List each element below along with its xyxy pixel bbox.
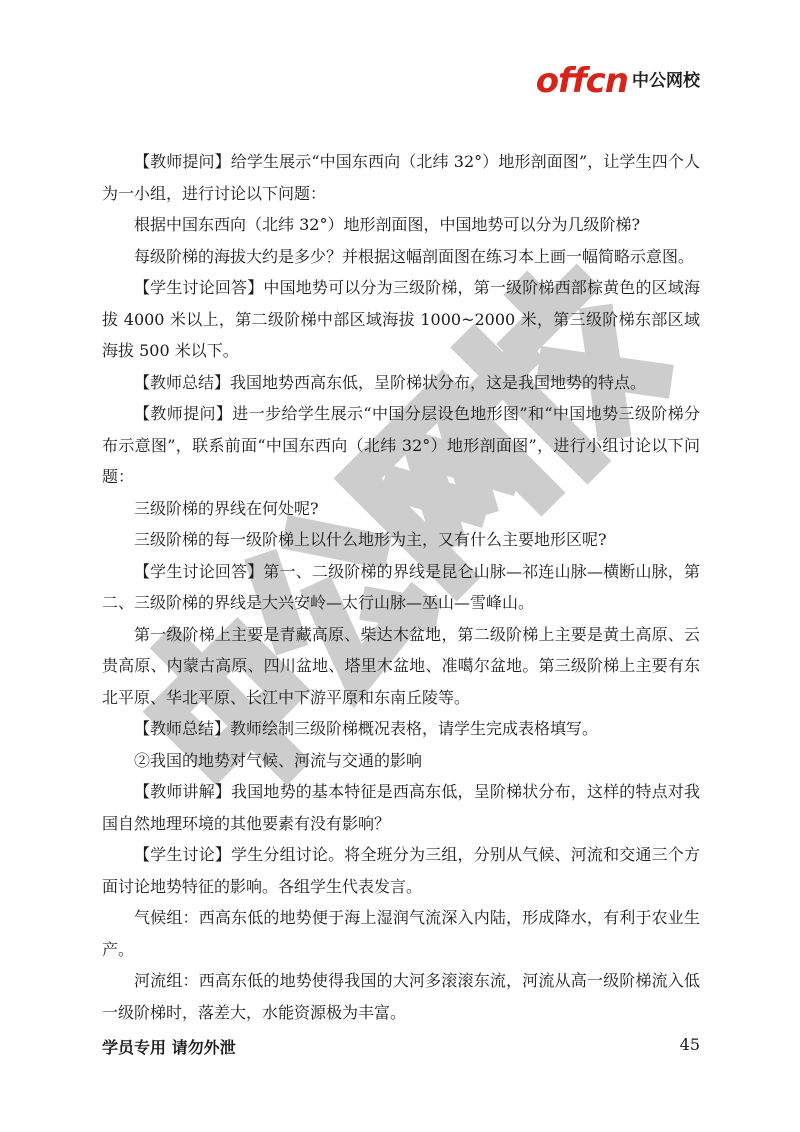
logo-offcn-text: offcn <box>535 61 628 101</box>
paragraph: 【教师讲解】我国地势的基本特征是西高东低，呈阶梯状分布，这样的特点对我国自然地理环境的其他要素有没有影响？ <box>102 782 700 833</box>
paragraph: 【学生讨论】学生分组讨论。将全班分为三组，分别从气候、河流和交通三个方面讨论地势特征的影响。各组学生代表发言。 <box>102 845 700 896</box>
paragraph: 每级阶梯的海拔大约是多少？并根据这幅剖面图在练习本上画一幅简略示意图。 <box>134 246 695 266</box>
offcn-logo <box>535 61 700 101</box>
page-number: 45 <box>679 1035 700 1054</box>
paragraph: 第一级阶梯上主要是青藏高原、柴达木盆地，第二级阶梯上主要是黄土高原、云贵高原、内蒙古高原、四川盆地、塔里木盆地、准噶尔盆地。第三级阶梯上主要有东北平原、华北平原、长江中下游平原和东南丘陵等。 <box>102 624 700 707</box>
paragraph: 三级阶梯的每一级阶梯上以什么地形为主，又有什么主要地形区呢? <box>134 530 607 549</box>
paragraph: 【学生讨论回答】中国地势可以分为三级阶梯，第一级阶梯西部棕黄色的区域海拔 4000 米以上，第二级阶梯中部区域海拔 1000~2000 米，第三级阶梯东部区域海拔 500 米以下。 <box>102 278 700 360</box>
paragraph: 气候组：西高东低的地势便于海上湿润气流深入内陆，形成降水，有利于农业生产。 <box>102 908 700 959</box>
paragraph: 【教师提问】给学生展示“中国东西向（北纬 32°）地形剖面图”，让学生四个人为一小组，进行讨论以下问题： <box>102 152 700 203</box>
paragraph: ②我国的地势对气候、河流与交通的影响 <box>134 750 423 770</box>
paragraph: 【学生讨论回答】第一、二级阶梯的界线是昆仑山脉—祁连山脉—横断山脉，第二、三级阶梯的界线是大兴安岭—太行山脉—巫山—雪峰山。 <box>102 561 700 612</box>
paragraph: 河流组：西高东低的地势使得我国的大河多滚滚东流，河流从高一级阶梯流入低一级阶梯时，落差大，水能资源极为丰富。 <box>102 971 700 1022</box>
paragraph: 三级阶梯的界线在何处呢? <box>134 498 319 518</box>
paragraph: 根据中国东西向（北纬 32°）地形剖面图，中国地势可以分为几级阶梯? <box>134 215 641 234</box>
document-body <box>102 146 700 1028</box>
logo-cn-text: 中公网校 <box>632 70 700 91</box>
paragraph: 【教师总结】教师绘制三级阶梯概况表格，请学生完成表格填写。 <box>134 719 599 738</box>
footer-notice: 学员专用 请勿外泄 <box>102 1038 236 1057</box>
paragraph: 【教师总结】我国地势西高东低，呈阶梯状分布，这是我国地势的特点。 <box>134 372 647 392</box>
paragraph: 【教师提问】进一步给学生展示“中国分层设色地形图”和“中国地势三级阶梯分布示意图”，联系前面“中国东西向（北纬 32°）地形剖面图”，进行小组讨论以下问题： <box>102 404 700 486</box>
